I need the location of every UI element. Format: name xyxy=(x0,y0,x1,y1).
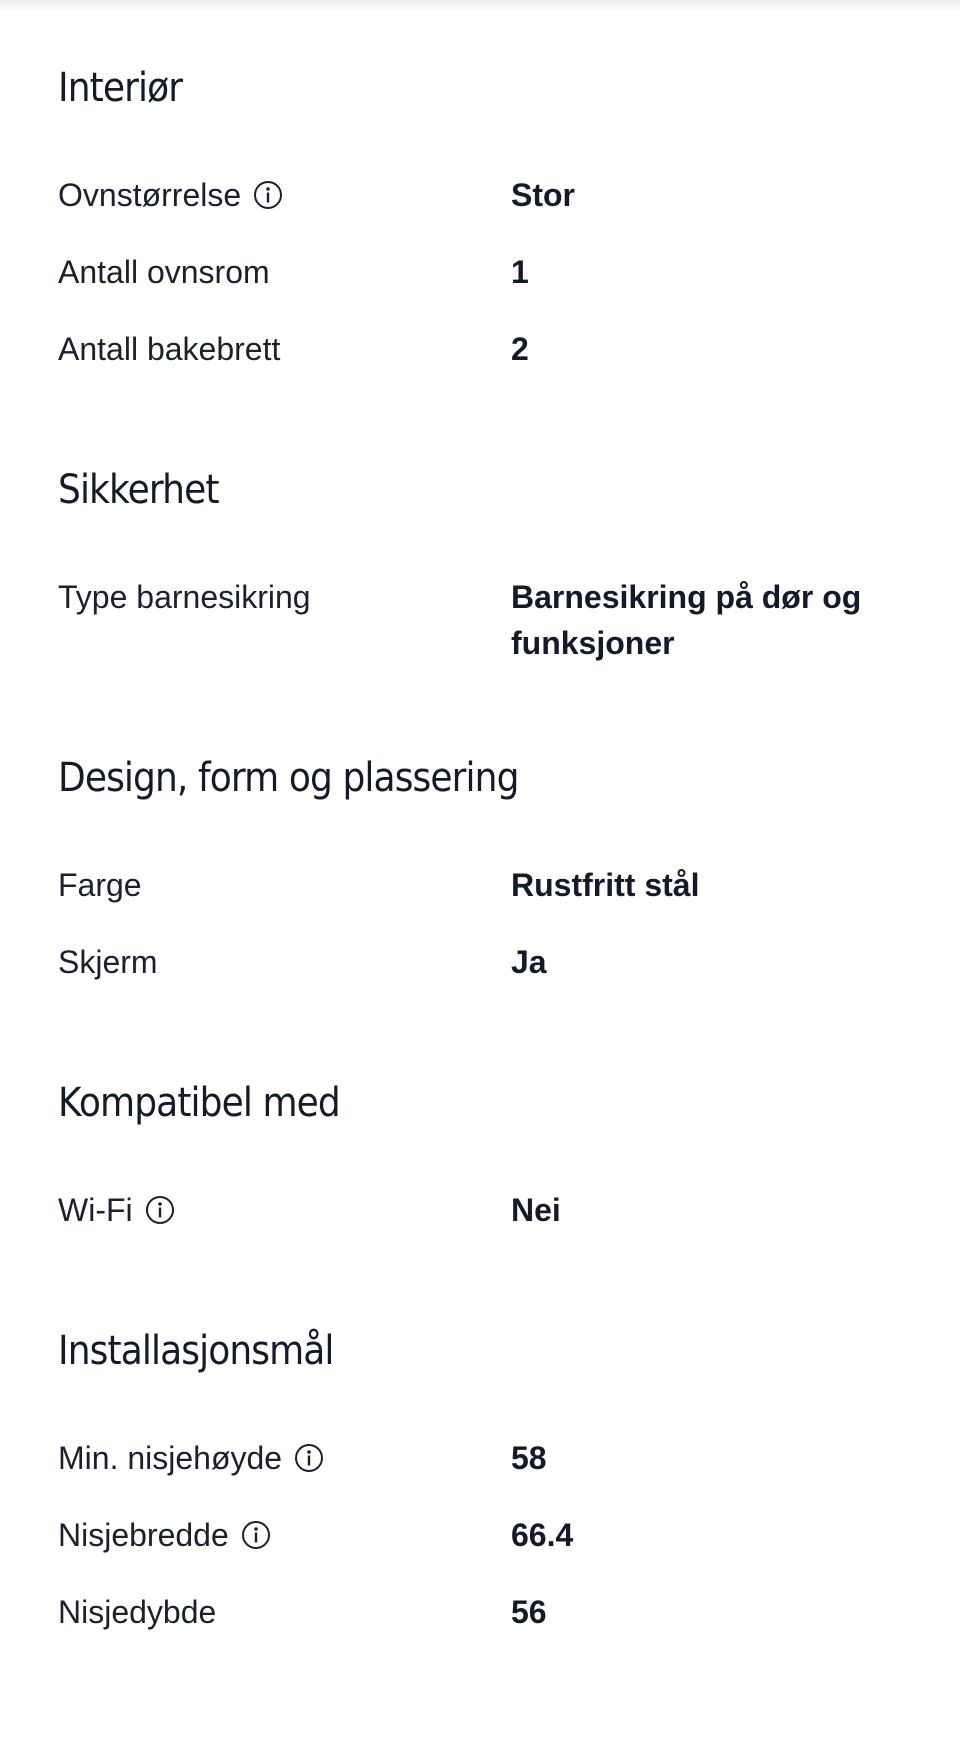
info-icon[interactable] xyxy=(294,1443,324,1473)
top-shadow xyxy=(0,0,960,12)
info-icon[interactable] xyxy=(241,1520,271,1550)
spec-label: Antall bakebrett xyxy=(58,331,281,367)
spec-value: 1 xyxy=(511,254,529,290)
spec-value: Ja xyxy=(511,944,547,980)
spec-value: 66.4 xyxy=(511,1517,574,1553)
spec-label-text: Min. nisjehøyde xyxy=(58,1440,283,1476)
spec-value: 56 xyxy=(511,1594,547,1630)
section-title: Interiør xyxy=(58,65,183,111)
spec-label-text: Nisjebredde xyxy=(58,1517,229,1553)
spec-label: Farge xyxy=(58,867,142,903)
info-icon[interactable] xyxy=(253,180,283,210)
spec-label xyxy=(58,1435,324,1481)
spec-label-text: Ovnstørrelse xyxy=(58,177,242,213)
info-icon[interactable] xyxy=(145,1195,175,1225)
spec-value: Rustfritt stål xyxy=(511,867,700,903)
spec-value: 2 xyxy=(511,331,529,367)
spec-value: Nei xyxy=(511,1192,561,1228)
spec-label: Nisjedybde xyxy=(58,1594,217,1630)
spec-label xyxy=(58,1187,175,1233)
spec-label-text: Wi-Fi xyxy=(58,1192,133,1228)
spec-label: Skjerm xyxy=(58,944,158,980)
spec-label: Type barnesikring xyxy=(58,579,311,615)
spec-label xyxy=(58,172,283,218)
section-title: Kompatibel med xyxy=(58,1080,340,1126)
spec-label: Antall ovnsrom xyxy=(58,254,270,290)
section-title: Installasjonsmål xyxy=(58,1328,334,1374)
spec-label xyxy=(58,1512,271,1558)
spec-value: 58 xyxy=(511,1440,547,1476)
spec-value: Stor xyxy=(511,177,575,213)
section-title: Design, form og plassering xyxy=(58,755,519,801)
spec-value: Barnesikring på dør og funksjoner xyxy=(511,579,862,661)
section-title: Sikkerhet xyxy=(58,467,219,513)
